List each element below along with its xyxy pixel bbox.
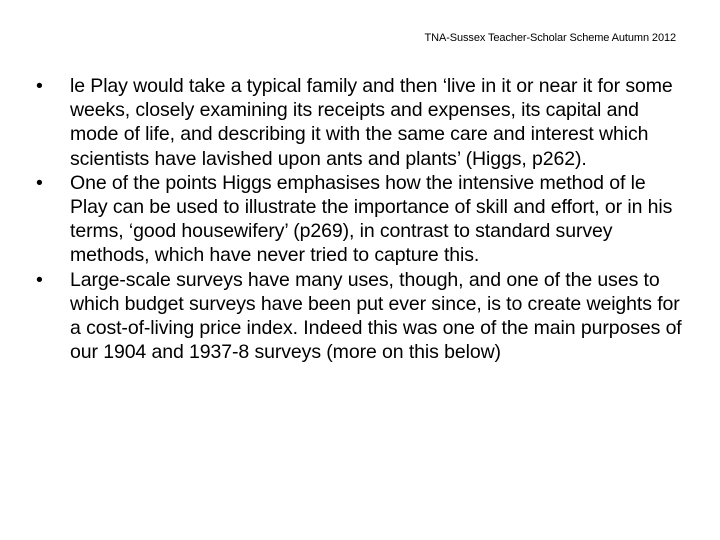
bullet-text: One of the points Higgs emphasises how the intensive method of le Play can be used to illustrate the importance of skill and effort, or in his terms, ‘good housewifery’ (p269), in contrast to standard survey methods, which have never tried to capture this.: [70, 171, 673, 267]
bullet-marker: •: [36, 75, 43, 97]
bullet-item-1: [36, 74, 688, 171]
bullet-item-2: [36, 171, 688, 268]
bullet-marker: •: [36, 171, 43, 194]
bullet-text: le Play would take a typical family and then ‘live in it or near it for some weeks, closely examining its receipts and expenses, its capital and mode of life, and describing it with the same care and interest which scientists have lavished upon ants and plants’ (Higgs, p262).: [70, 75, 673, 170]
bullet-item-3: [36, 268, 688, 365]
bullet-list: [36, 74, 688, 364]
slide-header: TNA-Sussex Teacher-Scholar Scheme Autumn 2012: [424, 32, 676, 44]
bullet-text: Large-scale surveys have many uses, though, and one of the uses to which budget surveys have been put ever since, is to create weights for a cost-of-living price index. Indeed this was one of the main purposes of our 1904 and 1937-8 surveys (more on this below): [70, 268, 682, 364]
bullet-marker: •: [36, 268, 43, 291]
